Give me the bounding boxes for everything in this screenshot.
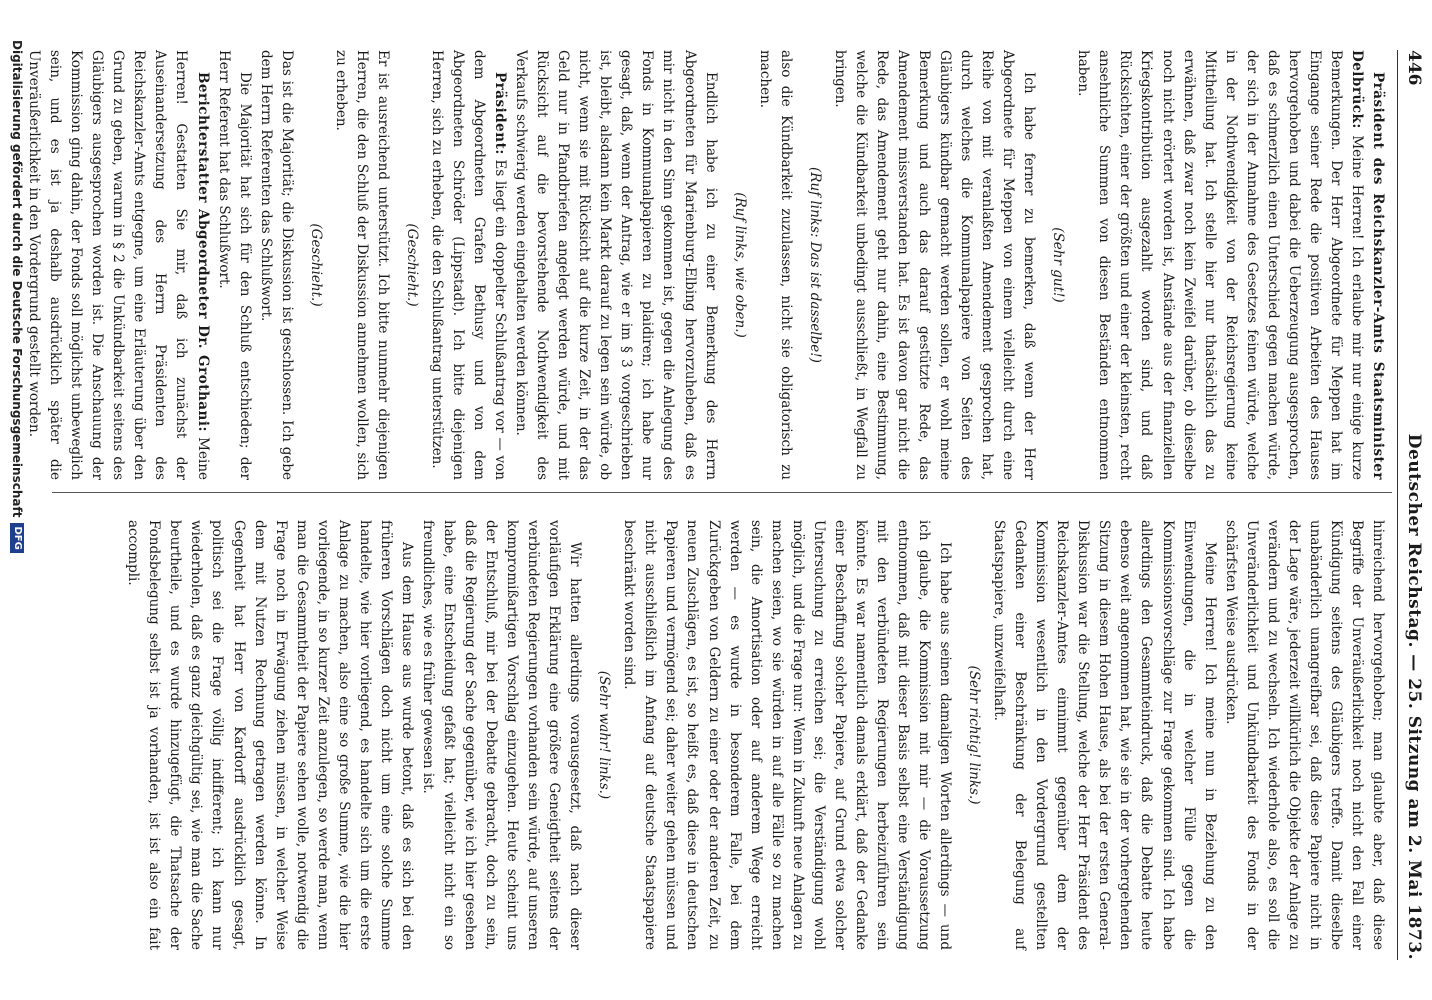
interjection: (Ruf links: Das ist dasselbe!) xyxy=(806,167,823,363)
interjection: (Sehr richtig! links.) xyxy=(966,665,983,805)
speaker-name: Präsident: xyxy=(492,72,509,155)
body-paragraph: Das ist die Majorität; die Diskussion ist geschlossen. Ich gebe dem Herrn Referenten das Schlußwort. xyxy=(257,50,295,480)
speech-text: Meine Herren! Gestatten Sie mir, daß ich zunächst der Auseinandersetzung des Herrn Präsidenten des Reichskanzler-Amts entgegne, um eine Erläuterung über den Grund zu geben, warum in § 2 die Unkündbarkeit seitens des Gläubigers ausgesprochen worden ist. Die Anschauung der Kommission ging dahin, der Fonds soll möglichst unbeweglich sein, und es ist ja deshalb ausdrücklich später die Unveräußerlichkeit in den Vordergrund gestellt worden. xyxy=(26,50,211,480)
page-number: 446 xyxy=(1404,50,1424,86)
body-paragraph: Ich habe ferner zu bemerken, daß wenn der Herr Abgeordnete für Meppen von einem vielleicht durch eine Reihe von mit veranlaßten Amendement gesprochen hat, durch welches die Kommunalpapiere von Seiten des Gläubigers kündbar gemacht werden sollen, er wohl meine Bemerkung und auch das darauf gestützte Rede, das Amendement missverstanden hat. Es ist davon gar nicht die Rede, das Amendement geht nur dahin, eine Bestimmung, welche die Kündbarkeit unbedingt ausschließt, in Wegfall zu bringen. xyxy=(831,50,1038,480)
speaker-name: Berichterstatter Abgeordneter Dr. Grothani: xyxy=(194,72,211,432)
speech-paragraph xyxy=(1072,50,1388,480)
footer-text: Digitalisierung gefördert durch die Deutsche Forschungsgemeinschaft xyxy=(10,40,24,518)
body-paragraph: Meine Herren! Ich meine nun in Beziehung zu den Einwendungen, die in welcher Fülle gegen die Kommissionsvorschläge zur Frage gekommen sind. Ich habe allerdings den Gesammteindruck, daß die Debatte heute ebenso weit angenommen hat, wie sie in der vorhergehenden Sitzung in diesem Hohen Hause, als bei der ersten General-Diskussion war die Stellung, welche der Herr Präsident des Reichskanzler-Amtes einnimmt gegenüber dem der Kommission wesentlich in den Vordergrund gestellten Gedanken einer Beschränkung der Belegung auf Staatspapiere, unzweifelhaft. xyxy=(991,520,1218,950)
left-column xyxy=(26,50,1388,480)
body-paragraph: Er ist ausreichend unterstützt. Ich bitte nunmehr diejenigen Herren, die den Schluß der Diskussion annehmen wollen, sich zu erheben. xyxy=(332,50,391,480)
right-column xyxy=(58,520,1388,950)
body-paragraph: Die Majorität hat sich für den Schluß entschieden; der Herr Referent hat das Schlußwort. xyxy=(215,50,253,480)
speech-text: Meine Herren! Ich erlaube mir nur einige kurze Bemerkungen. Der Herr Abgeordnete für Meppen hat im Eingange seiner Rede die positiven Arbeiten des Hauses hervorgehoben und dabei die Ueberzeugung ausgesprochen, daß es schmerzlich einen Unterschied gegen machen würde, der sich in der Annahme des Gesetzes feinen würde, welche in der Nothwendigkeit von der Reichsregierung keine Mittheilung hat. Ich stelle hier nur thatsächlich das zu erwähnen, daß zwar noch kein Zweifel darüber, ob dieselbe noch nicht erörtert worden ist, Anstände aus der finanziellen Kriegskontribution ausgezahlt worden sind, und daß Rücksichten, einer der größten und einer der kleinsten, recht ansehnliche Summen von diesen Beständen entnommen haben. xyxy=(1075,50,1365,480)
interjection: (Sehr gut!) xyxy=(1050,227,1067,303)
page-title: Deutscher Reichstag. — 25. Sitzung am 2. Mai 1873. xyxy=(1404,433,1424,960)
interjection: (Geschieht.) xyxy=(403,223,420,307)
interjection: (Ruf links, wie oben.) xyxy=(731,192,748,338)
body-paragraph: Ich habe aus seinen damaligen Worten allerdings — und ich glaube, die Kommission mit mir — die Voraussetzung entnommen, daß mit dieser Basis selbst eine Verständigung mit den verbündeten Regierungen herbeizuführen sein könnte. Es war namentlich damals erklärt, daß der Gedanke einer Beschaffung solcher Papiere, auf Grund etwa solcher Untersuchung zu erreichen sei; die Verständigung wohl möglich, und die Frage nur: Wenn in Zukunft neue Anlagen zu machen seien, wo sie würden in auf alle Fälle so zu machen sein, die Amortisation oder auf anderem Wege erreicht werden — es wurde in besonderem Falle, bei dem Zurückgeben von Geldern zu einer oder der anderen Zeit, zu neuen Zuschlägen, es ist, so heißt es, daß diese in deutschen Papieren und vermögend sei; daher weiter gehen müssen und nicht ausschließlich im Anfang auf deutsche Staatspapiere beschränkt worden sind. xyxy=(621,520,954,950)
speech-paragraph xyxy=(426,50,510,480)
interjection: (Sehr wahr! links.) xyxy=(596,670,613,800)
dfg-logo: DFG xyxy=(10,523,24,552)
body-paragraph: Wir hatten allerdings vorausgesetzt, daß nach dieser vorläufigen Erklärung eine größere Geneigtheit seitens der verbündeten Regierungen vorhanden sein würde, auf unseren kompromißartigen Vorschlag einzugehen. Heute scheint uns der Entschluß, mir bei der Debatte gebracht, doch zu sein, daß die Regierung der Sache gegenüber, wie ich hier gesehen habe, eine Entscheidung gefaßt hat; vielleicht nicht ein so freundliches, wie es früher gewesen ist. xyxy=(419,520,584,950)
body-paragraph: Aus dem Hause aus wurde betont, daß es sich bei den früheren Vorschlägen doch nicht um eine solche Summe handelte, wie hier vorliegend, es handelte sich um die erste Anlage zu machen, also eine so große Summe, wie die hier vorliegende, in so kurzer Zeit anzulegen, so werde man, wenn man die Gesammtheit der Papiere sehen wolle, notwendig die Frage noch in Erwägung ziehen müssen, in welcher Weise dem mit Nutzen Rechnung getragen werden könne. In Gegenheit hat Herr von Kardorff ausdrücklich gesagt, politisch sei die Frage völlig indifferent; ich kann nur wiederholen, daß es ganz gleichgültig sei, wie man die Sache beurtheile, und es wurde hinzugefügt, die Thatsache der Fondsbelegung selbst ist ja vorhanden, ist ist also ein fait accompli. xyxy=(125,520,415,950)
column-divider xyxy=(52,492,1392,493)
interjection: (Geschieht.) xyxy=(307,223,324,307)
speech-text: Es liegt ein doppelter Schlußantrag vor — von dem Abgeordneten Grafen Bethusy und von dem Abgeordneten Schröder (Lippstadt). Ich bitte diejenigen Herren, sich zu erheben, die den Schlußantrag unterstützen. xyxy=(428,50,509,480)
header-rule xyxy=(1397,50,1398,960)
speaker-name: Präsident des Reichskanzler-Amts Staatsminister Delbrück: xyxy=(1348,50,1386,480)
speech-paragraph xyxy=(23,50,212,480)
body-paragraph: also die Kündbarkeit zuzulassen, nicht sie obligatorisch zu machen. xyxy=(756,50,794,480)
body-paragraph: Endlich habe ich zu einer Bemerkung des Herrn Abgeordneten für Marienburg-Elbing hervorzuheben, daß es mir nicht in den Sinn gekommen ist, gegen die Anlegung des Fonds in Kommunalpapieren zu plaidiren; ich habe nur gesagt, daß, wenn der Antrag, wie er im § 3 vorgeschrieben ist, bleibt, alsdann kein Markt darauf zu legen sein würde, ob nicht, wenn sie mit Rücksicht auf die kurze Zeit, in der das Geld nur in Pfandbriefen angelegt werden würde, und mit Rücksicht auf die bevorstehende Nothwendigkeit des Verkaufs schwierig werden eingehalten werden können. xyxy=(513,50,719,480)
footer xyxy=(6,40,28,960)
body-paragraph: hinreichend hervorgehoben; man glaubte aber, daß diese Begriffe der Unveräußerlichkeit noch nicht den Fall einer Kündigung seitens des Gläubigers treffe. Damit dieselbe unabänderlich unangreifbar sei, daß diese Papiere nicht in der Lage wäre, jederzeit willkürlich die Objekte der Anlage zu verändern und zu wechseln. Ich wiederhole also, es soll die Unveränderlichkeit und Unkündbarkeit des Fonds in der schärfsten Weise ausdrücken. xyxy=(1222,520,1386,950)
page-header xyxy=(1400,50,1428,960)
